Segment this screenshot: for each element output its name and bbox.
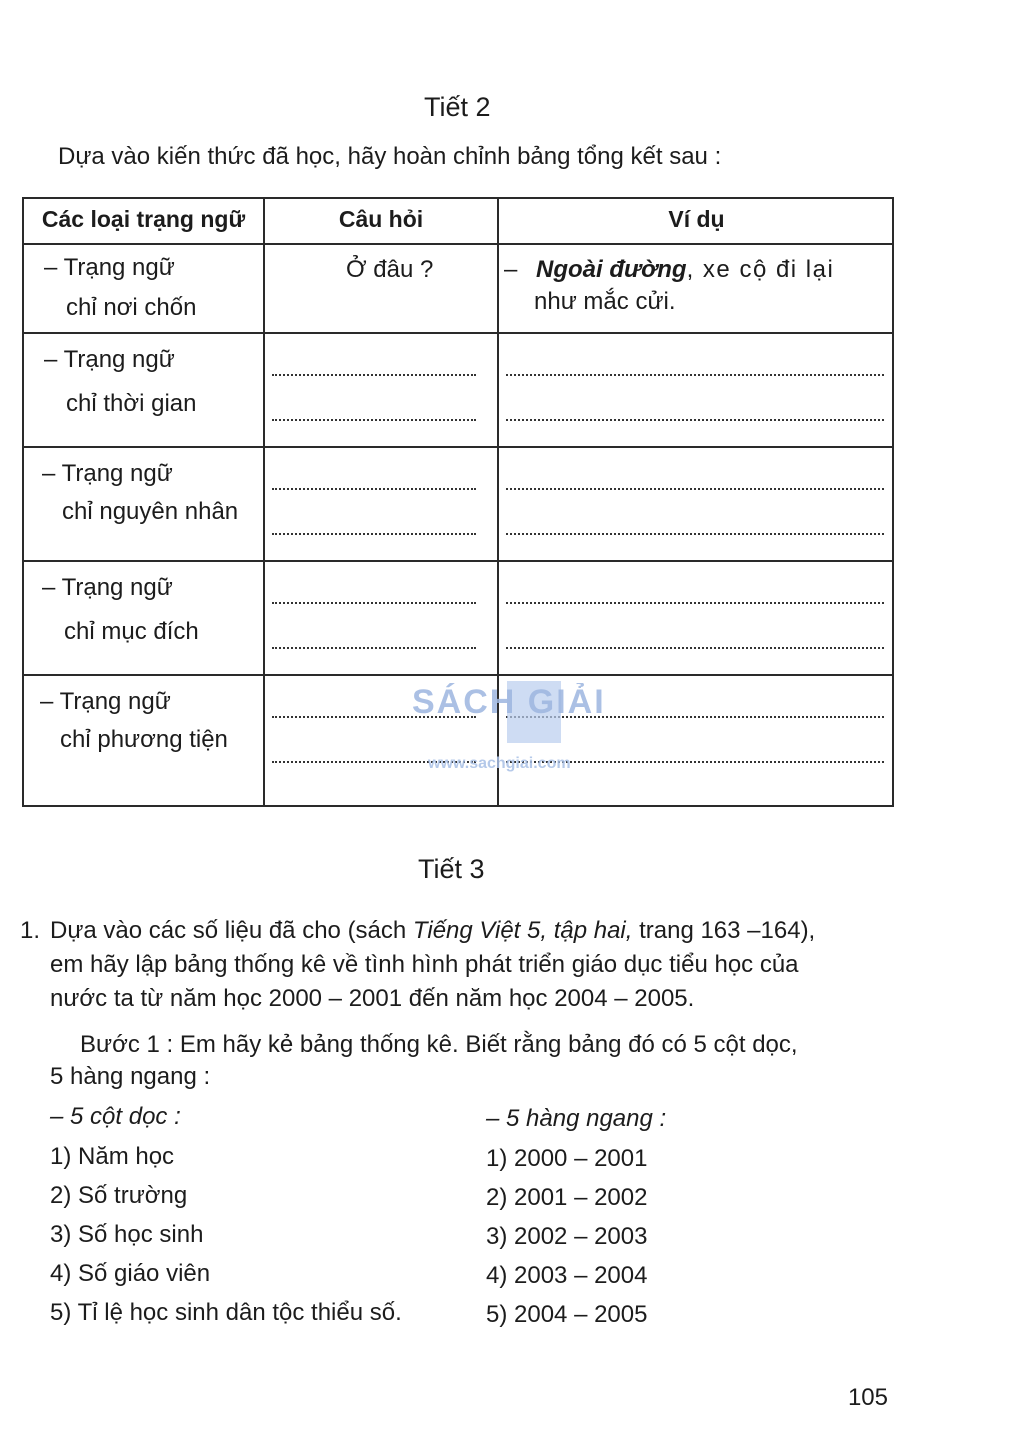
- row3-question-blank-1[interactable]: [272, 488, 476, 490]
- row1-example-bold: Ngoài đường: [536, 256, 687, 283]
- row5-type-line2: chỉ phương tiện: [60, 726, 228, 753]
- step1-line1: Bước 1 : Em hãy kẻ bảng thống kê. Biết rằng bảng đó có 5 cột dọc,: [80, 1031, 798, 1058]
- row1-type-line2: chỉ nơi chốn: [66, 294, 197, 321]
- column-item-1: 1) Năm học: [50, 1143, 175, 1170]
- row4-example-blank-1[interactable]: [506, 602, 884, 604]
- row3-type-line1: – Trạng ngữ: [42, 460, 173, 487]
- row5-type-line1: – Trạng ngữ: [40, 688, 171, 715]
- ex1-line3: nước ta từ năm học 2000 – 2001 đến năm học 2004 – 2005.: [50, 985, 695, 1012]
- row-item-1: 1) 2000 – 2001: [486, 1145, 648, 1172]
- tiet2-instruction: Dựa vào kiến thức đã học, hãy hoàn chỉnh bảng tổng kết sau :: [58, 143, 722, 170]
- header-types: Các loại trạng ngữ: [41, 206, 246, 232]
- column-item-4: 4) Số giáo viên: [50, 1260, 211, 1287]
- column-item-2: 2) Số trường: [50, 1182, 188, 1209]
- row2-type-line1: – Trạng ngữ: [44, 346, 175, 373]
- row-item-2: 2) 2001 – 2002: [486, 1184, 648, 1211]
- columns-heading: – 5 cột dọc :: [50, 1103, 181, 1130]
- row4-question-blank-2[interactable]: [272, 647, 476, 649]
- row3-example-blank-1[interactable]: [506, 488, 884, 490]
- row4-example-blank-2[interactable]: [506, 647, 884, 649]
- row2-question-blank-2[interactable]: [272, 419, 476, 421]
- step1-line2: 5 hàng ngang :: [50, 1063, 211, 1090]
- row1-type-line1: – Trạng ngữ: [44, 254, 175, 281]
- ex1-line1-b: trang 163 –164),: [632, 917, 816, 944]
- ex1-number: 1.: [20, 917, 41, 944]
- ex1-line2: em hãy lập bảng thống kê về tình hình phát triển giáo dục tiểu học của: [50, 951, 799, 978]
- ex1-line1: [50, 914, 815, 948]
- watermark-logo: SÁCH GIẢI: [412, 683, 606, 721]
- row2-question-blank-1[interactable]: [272, 374, 476, 376]
- row-item-4: 4) 2003 – 2004: [486, 1262, 648, 1289]
- row1-example-dash: –: [504, 256, 518, 283]
- column-item-3: 3) Số học sinh: [50, 1221, 204, 1248]
- row4-question-blank-1[interactable]: [272, 602, 476, 604]
- row3-type-line2: chỉ nguyên nhân: [62, 498, 239, 525]
- rows-heading: – 5 hàng ngang :: [486, 1105, 667, 1132]
- row2-type-line2: chỉ thời gian: [66, 390, 197, 417]
- row1-example-line2: như mắc cửi.: [534, 288, 676, 315]
- column-item-5: 5) Tỉ lệ học sinh dân tộc thiểu số.: [50, 1299, 402, 1326]
- row-item-3: 3) 2002 – 2003: [486, 1223, 648, 1250]
- tiet2-title: Tiết 2: [424, 92, 491, 122]
- watermark-url: www.sachgiai.com: [428, 755, 571, 772]
- row4-type-line1: – Trạng ngữ: [42, 574, 173, 601]
- page-number: 105: [847, 1384, 888, 1411]
- header-example: Ví dụ: [668, 206, 725, 232]
- row1-question: Ở đâu ?: [346, 256, 434, 283]
- ex1-line1-italic: Tiếng Việt 5, tập hai,: [412, 917, 633, 944]
- row2-example-blank-1[interactable]: [506, 374, 884, 376]
- tiet3-title: Tiết 3: [418, 854, 485, 884]
- row3-question-blank-2[interactable]: [272, 533, 476, 535]
- ex1-line1-a: Dựa vào các số liệu đã cho (sách: [50, 917, 413, 944]
- row1-example-rest: , xe cộ đi lại: [686, 256, 835, 283]
- row4-type-line2: chỉ mục đích: [64, 618, 199, 645]
- row3-example-blank-2[interactable]: [506, 533, 884, 535]
- header-question: Câu hỏi: [338, 206, 424, 232]
- row2-example-blank-2[interactable]: [506, 419, 884, 421]
- row-item-5: 5) 2004 – 2005: [486, 1301, 648, 1328]
